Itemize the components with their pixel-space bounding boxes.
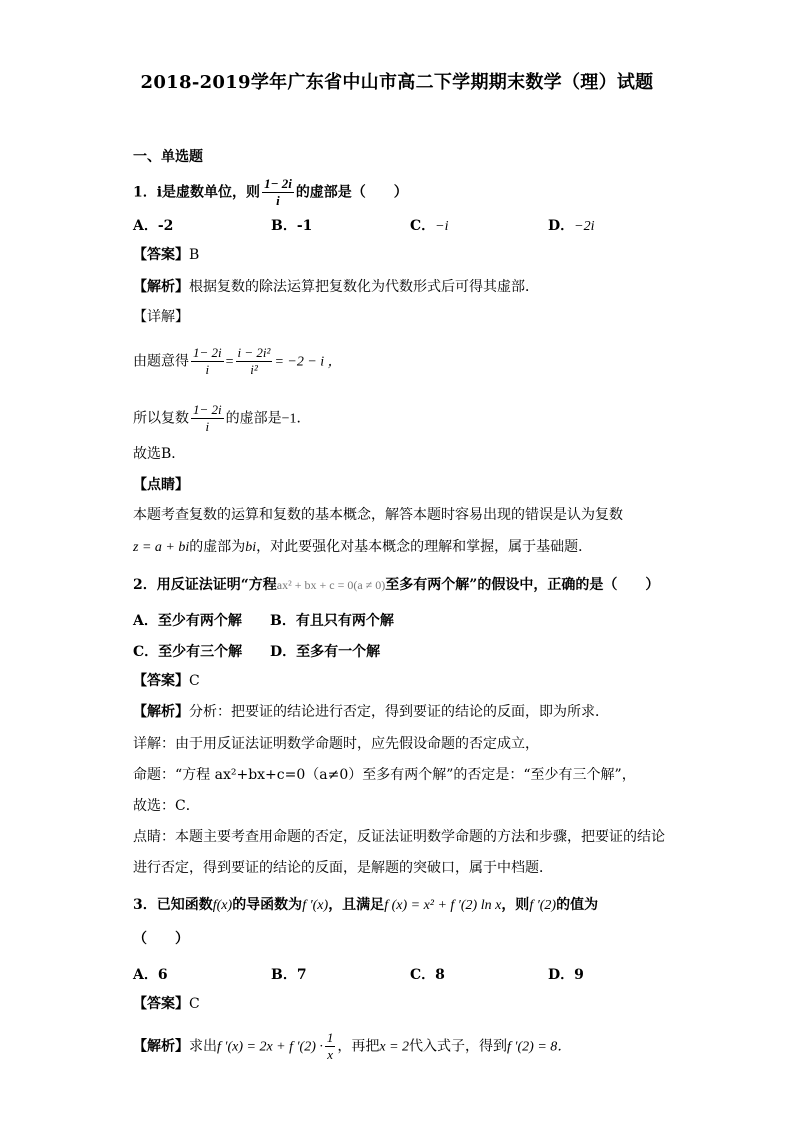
q1-detail2-frac-den: i — [205, 419, 210, 434]
q3-stem-m3: f (x) = x² + f ′(2) ln x — [384, 898, 502, 913]
q3-analysis — [133, 1030, 571, 1063]
q1-stem-prefix: 1．i是虚数单位，则 — [133, 184, 261, 201]
q3-stem-mid3: ，则 — [501, 897, 530, 913]
q3-option-c: C．8 — [410, 967, 445, 983]
q1-detail-heading: 【详解】 — [133, 309, 189, 325]
q3-stem-line2: （ ） — [133, 931, 189, 947]
q1-answer-tag: 【答案】 — [133, 247, 189, 263]
q3-stem-mid2: ，且满足 — [328, 897, 385, 913]
q1-fraction — [262, 176, 294, 209]
q1-option-c — [410, 215, 449, 235]
q1-option-c-math: −i — [435, 219, 449, 234]
q1-detail-frac2 — [236, 345, 273, 378]
q1-answer-value: B — [189, 247, 200, 263]
q3-analysis-frac-num: 1 — [326, 1030, 334, 1045]
q1-stem-suffix: 的虚部是（ ） — [295, 184, 408, 201]
q2-analysis-text: 分析：把要证的结论进行否定，得到要证的结论的反面，即为所求． — [189, 704, 609, 720]
q2-comment-line2: 进行否定，得到要证的结论的反面，是解题的突破口，属于中档题． — [133, 860, 553, 876]
q1-detail2-prefix: 所以复数 — [133, 410, 189, 427]
q2-comment-line1: 点睛：本题主要考查用命题的否定，反证法证明数学命题的方法和步骤，把要证的结论 — [133, 829, 665, 845]
q1-detail-frac1 — [191, 345, 224, 378]
q3-analysis-frac-den: x — [327, 1047, 334, 1062]
q1-comment-mid: 的虚部为 — [189, 539, 246, 555]
q1-detail-frac1-den: i — [205, 362, 210, 377]
page-title: 2018-2019学年广东省中山市高二下学期期末数学（理）试题 — [140, 72, 654, 93]
q1-detail2-suffix: 的虚部是 — [225, 410, 282, 427]
q1-comment-line1: 本题考查复数的运算和复数的基本概念，解答本题时容易出现的错误是认为复数 — [133, 507, 623, 523]
q2-answer-tag: 【答案】 — [133, 673, 189, 689]
q1-detail-line2 — [133, 402, 311, 435]
q2-answer — [133, 672, 200, 690]
q1-detail2-value: −1． — [281, 411, 311, 427]
q1-option-d-label: D． — [548, 218, 575, 234]
q2-stem-prefix: 2．用反证法证明“方程 — [133, 577, 277, 593]
q2-stem-suffix: 至多有两个解”的假设中，正确的是（ ） — [385, 577, 660, 593]
q2-option-d: D．至多有一个解 — [270, 644, 381, 660]
q1-detail-result: = −2 − i ， — [274, 354, 342, 370]
q3-stem-mid1: 的导函数为 — [232, 897, 303, 913]
q3-option-a: A．6 — [133, 967, 168, 983]
q3-answer-value: C — [189, 996, 200, 1012]
q3-option-b: B．7 — [271, 967, 307, 983]
q3-stem-suffix: 的值为 — [556, 897, 599, 913]
q2-analysis-tag: 【解析】 — [133, 704, 189, 720]
q2-option-a: A．至少有两个解 — [133, 613, 242, 629]
q2-answer-value: C — [189, 673, 200, 689]
q1-option-d — [548, 215, 594, 235]
q2-proposition: 命题：“方程 ax²+bx+c=0（a≠0）至多有两个解”的否定是：“至少有三个解”， — [133, 767, 636, 783]
q1-detail-prefix: 由题意得 — [133, 353, 189, 370]
q1-choose: 故选B． — [133, 446, 186, 462]
q1-detail-equation — [133, 345, 342, 378]
question-1-stem — [133, 176, 408, 209]
q1-option-c-label: C． — [410, 218, 436, 234]
q1-analysis — [133, 278, 539, 296]
q1-detail2-frac — [191, 402, 224, 435]
q1-frac-num: 1− 2i — [264, 176, 292, 191]
q2-choose: 故选：C． — [133, 798, 200, 814]
question-2-stem — [133, 576, 659, 594]
q3-option-d: D．9 — [548, 967, 584, 983]
q2-option-c: C．至少有三个解 — [133, 644, 243, 660]
q3-stem-m2: f ′(x) — [302, 898, 329, 913]
q1-detail-eq: = — [225, 354, 234, 370]
q1-comment-math2: bi — [245, 540, 257, 555]
q3-analysis-prefix: 求出 — [189, 1038, 217, 1055]
q1-option-d-math: −2i — [574, 219, 595, 234]
q3-answer — [133, 995, 200, 1013]
q1-answer — [133, 246, 199, 264]
q1-comment-heading: 【点睛】 — [133, 477, 189, 493]
q3-analysis-m2: x = 2 — [379, 1039, 410, 1055]
q2-stem-math: ax² + bx + c = 0(a ≠ 0) — [276, 578, 386, 592]
q1-comment-math1: z = a + bi — [133, 540, 190, 555]
q1-analysis-tag: 【解析】 — [133, 279, 189, 295]
q1-detail-frac2-num: i − 2i² — [237, 345, 271, 360]
q3-analysis-m1: f ′(x) = 2x + f ′(2) · — [217, 1039, 323, 1055]
q2-option-b: B．有且只有两个解 — [270, 613, 394, 629]
q3-analysis-mid2: 代入式子，得到 — [409, 1038, 508, 1055]
q3-analysis-frac — [325, 1030, 336, 1063]
q1-comment-rest: ，对此要强化对基本概念的理解和掌握，属于基础题． — [256, 539, 593, 555]
q3-analysis-tag: 【解析】 — [133, 1038, 189, 1055]
q3-analysis-m3: f ′(2) = 8． — [507, 1039, 572, 1055]
q1-detail-frac1-num: 1− 2i — [193, 345, 222, 360]
q2-analysis — [133, 703, 609, 721]
q1-frac-den: i — [276, 193, 280, 208]
q1-option-b: B．-1 — [271, 218, 313, 234]
q1-detail-frac2-den: i² — [250, 362, 258, 377]
q1-analysis-text: 根据复数的除法运算把复数化为代数形式后可得其虚部． — [189, 279, 539, 295]
section-heading: 一、单选题 — [133, 149, 203, 165]
q3-stem-m1: f(x) — [212, 898, 233, 913]
q1-option-a: A．-2 — [133, 218, 174, 234]
question-3-stem — [133, 896, 598, 915]
q1-detail2-frac-num: 1− 2i — [193, 402, 222, 417]
q3-answer-tag: 【答案】 — [133, 996, 189, 1012]
q2-detail: 详解：由于用反证法证明数学命题时，应先假设命题的否定成立， — [133, 736, 539, 752]
q3-stem-m4: f ′(2) — [529, 898, 557, 913]
q3-analysis-mid: ，再把 — [337, 1038, 380, 1055]
q1-comment-line2 — [133, 538, 592, 557]
q3-stem-prefix: 3．已知函数 — [133, 897, 213, 913]
